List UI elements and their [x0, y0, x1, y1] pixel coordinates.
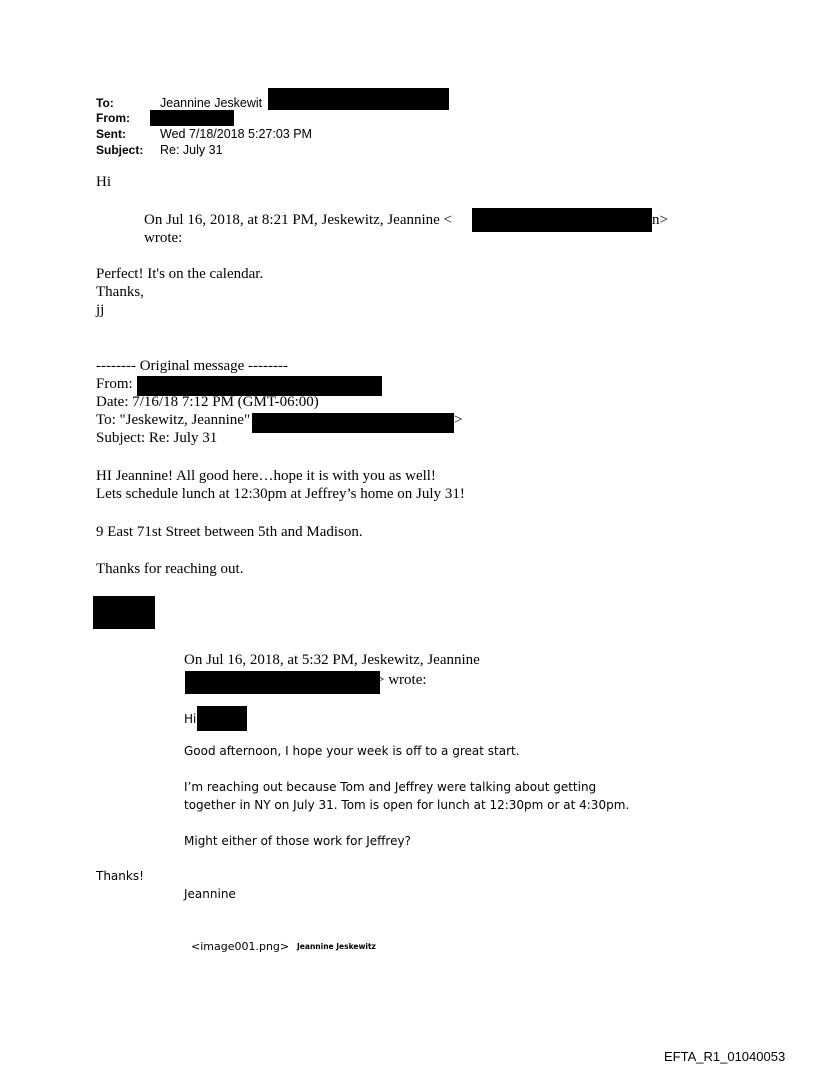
reply-line-3: jj: [96, 302, 105, 318]
greeting: Hi: [96, 174, 111, 190]
redaction-box: [93, 596, 155, 629]
signature-name: Jeannine Jeskewitz: [297, 942, 376, 951]
redaction-box: [268, 88, 449, 110]
nested-line-2: I’m reaching out because Tom and Jeffrey were talking about getting: [184, 780, 597, 794]
redaction-box: [150, 110, 234, 126]
original-thanks: Thanks for reaching out.: [96, 561, 244, 577]
original-body-line-2: Lets schedule lunch at 12:30pm at Jeffrey’s home on July 31!: [96, 486, 465, 502]
to-value: Jeannine Jeskewit: [160, 96, 263, 110]
original-date: Date: 7/16/18 7:12 PM (GMT-06:00): [96, 394, 319, 410]
to-label: To:: [96, 96, 114, 110]
original-address: 9 East 71st Street between 5th and Madison.: [96, 524, 363, 540]
nested-signature: Jeannine: [184, 887, 236, 901]
from-label: From:: [96, 111, 130, 125]
nested-quote-line-2: > wrote:: [376, 672, 427, 688]
quote-line-1-end: n>: [652, 212, 668, 228]
nested-line-1: Good afternoon, I hope your week is off to a great start.: [184, 744, 520, 758]
original-to-end: >: [454, 412, 463, 428]
subject-value: Re: July 31: [160, 143, 223, 157]
image-placeholder: <image001.png>: [191, 940, 290, 953]
sent-value: Wed 7/18/2018 5:27:03 PM: [160, 127, 312, 141]
reply-line-2: Thanks,: [96, 284, 144, 300]
reply-line-1: Perfect! It's on the calendar.: [96, 266, 264, 282]
subject-label: Subject:: [96, 143, 144, 157]
sent-label: Sent:: [96, 127, 126, 141]
nested-line-4: Might either of those work for Jeffrey?: [184, 834, 411, 848]
original-body-line-1: HI Jeannine! All good here…hope it is with you as well!: [96, 468, 436, 484]
redaction-box: [252, 413, 454, 433]
redaction-box: [472, 208, 652, 232]
nested-line-3: together in NY on July 31. Tom is open for lunch at 12:30pm or at 4:30pm.: [184, 798, 630, 812]
redaction-box: [137, 376, 382, 396]
document-id: EFTA_R1_01040053: [664, 1049, 786, 1064]
nested-quote-line-1: On Jul 16, 2018, at 5:32 PM, Jeskewitz, Jeannine: [184, 652, 480, 668]
original-to: To: "Jeskewitz, Jeannine": [96, 412, 251, 428]
original-subject: Subject: Re: July 31: [96, 430, 218, 446]
nested-hi: Hi: [184, 712, 197, 726]
original-from: From:: [96, 376, 133, 392]
nested-thanks: Thanks!: [96, 869, 144, 883]
quote-line-1: On Jul 16, 2018, at 8:21 PM, Jeskewitz, Jeannine <: [144, 212, 453, 228]
redaction-box: [185, 671, 380, 694]
original-divider: -------- Original message --------: [96, 358, 288, 374]
redaction-box: [197, 706, 247, 731]
quote-line-2: wrote:: [144, 230, 183, 246]
